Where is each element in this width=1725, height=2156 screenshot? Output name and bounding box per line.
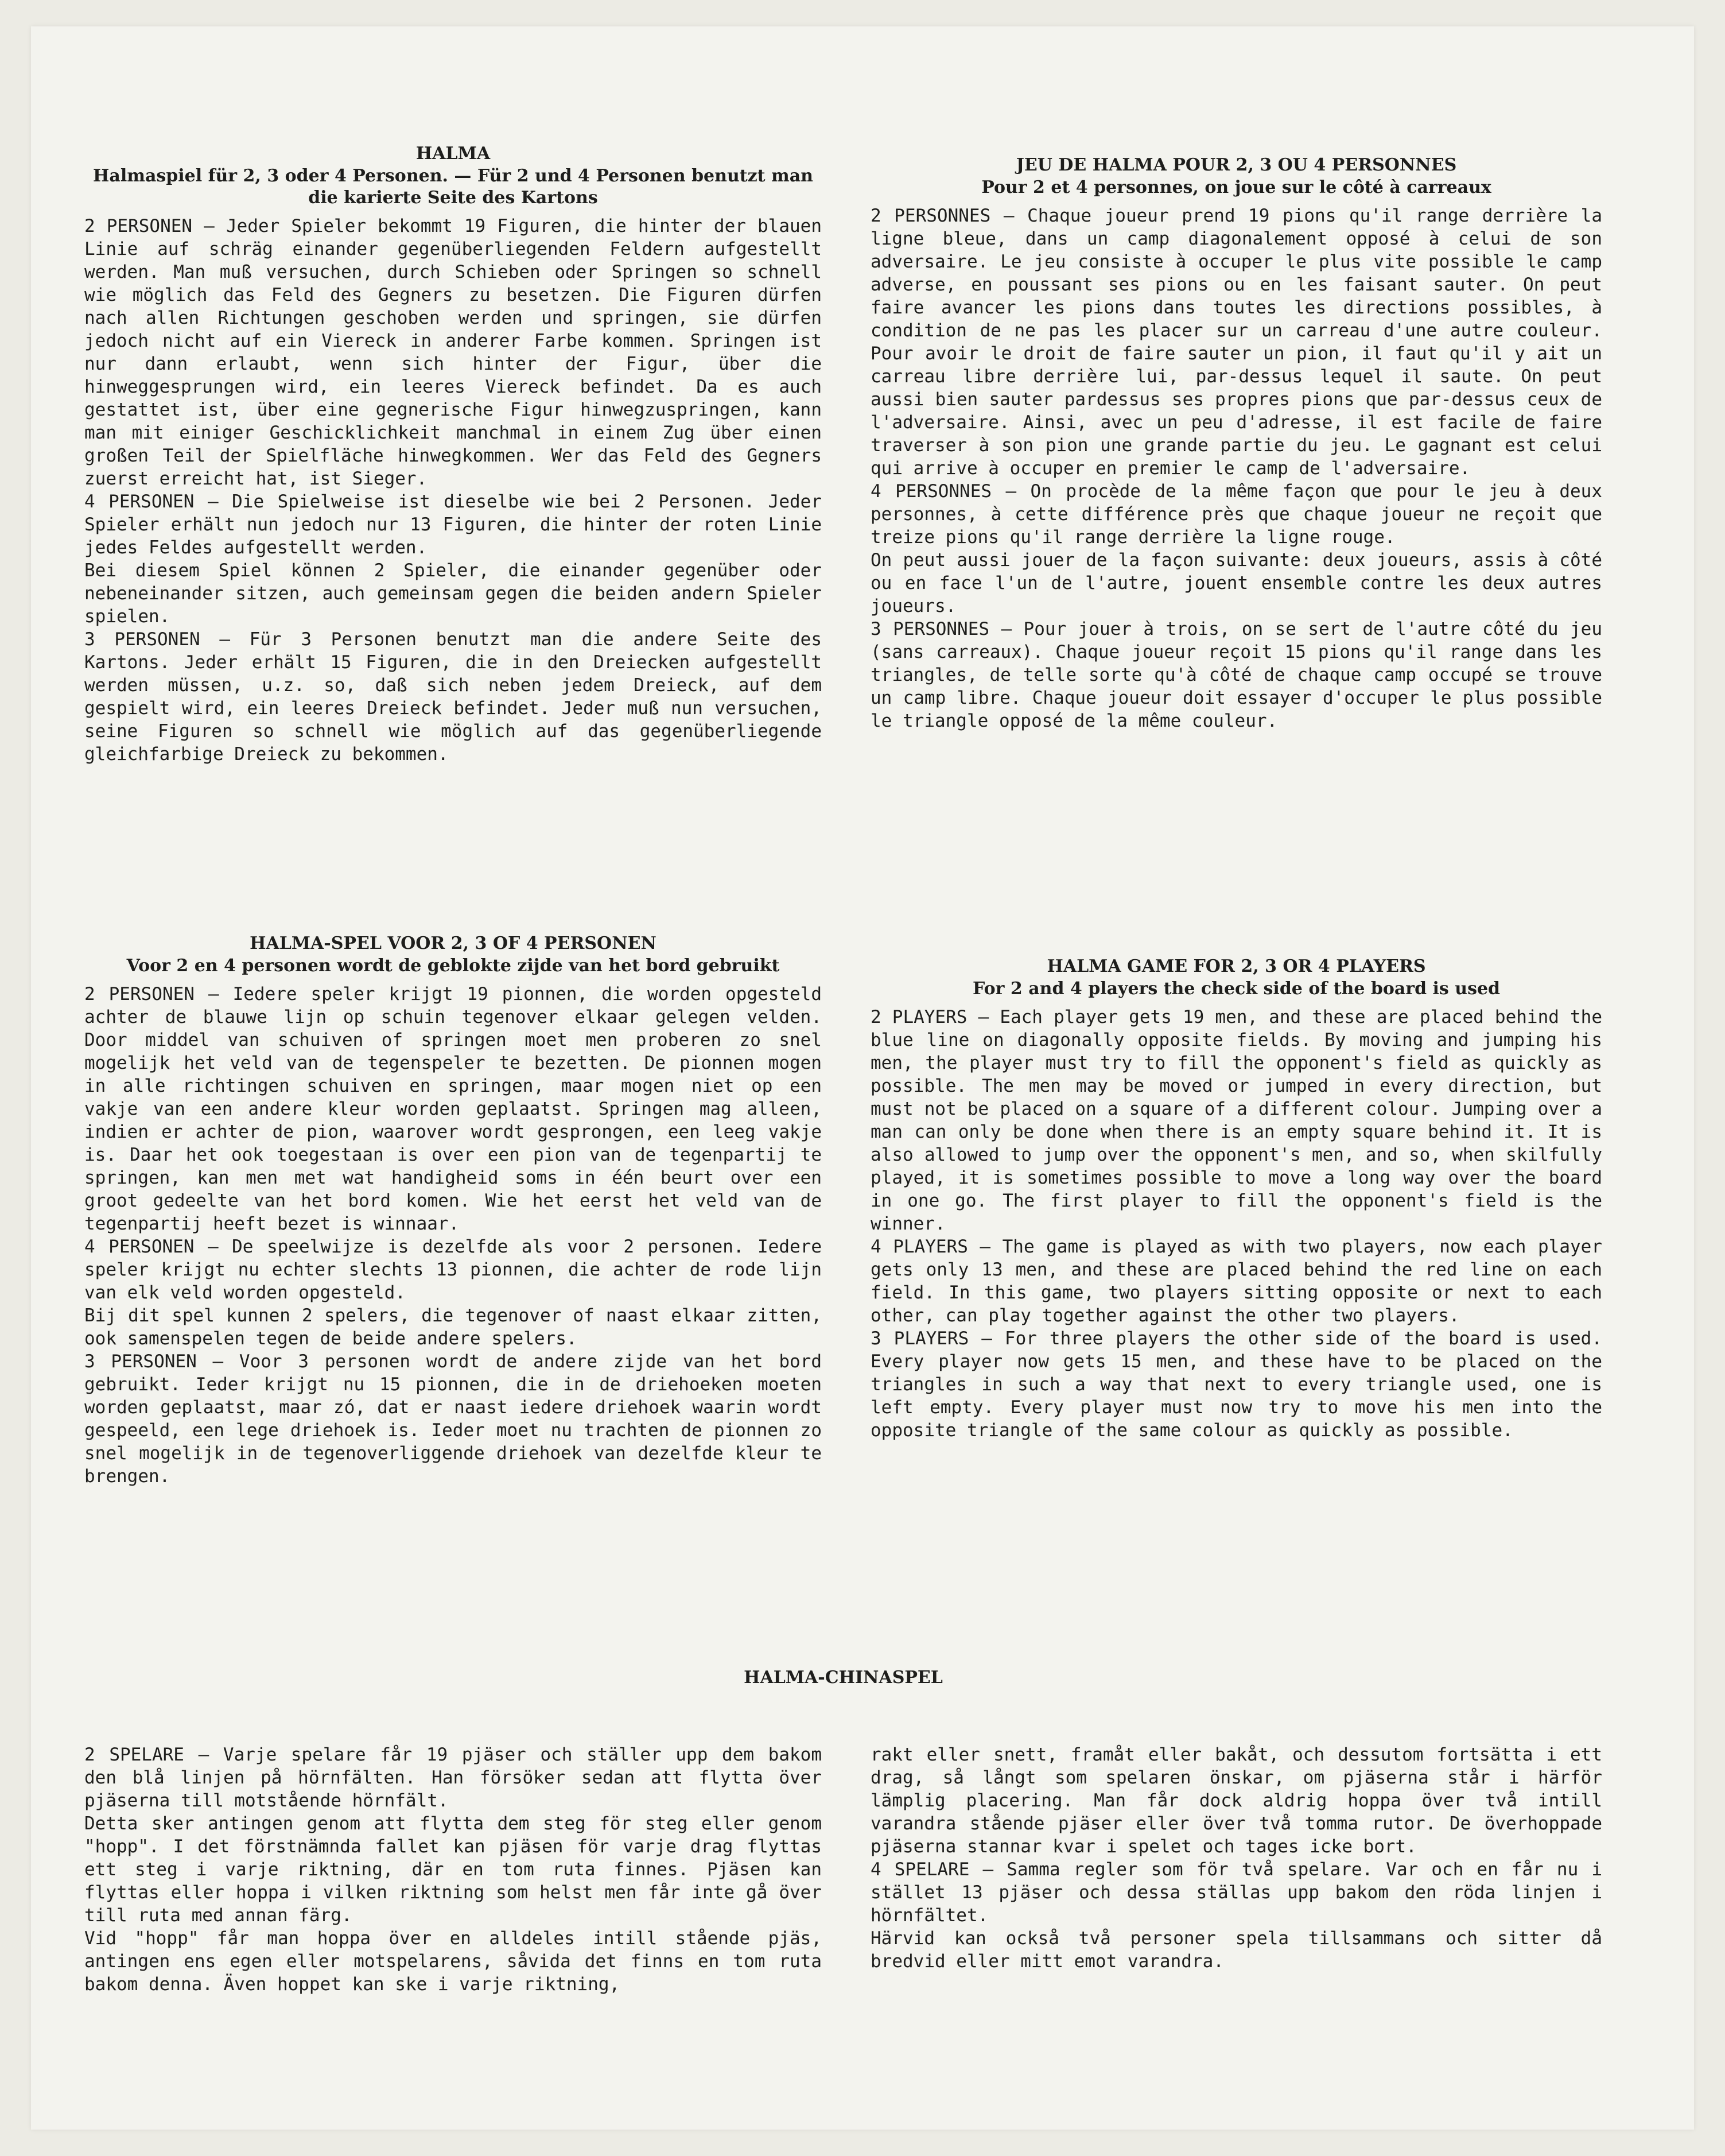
german-subtitle: Halmaspiel für 2, 3 oder 4 Personen. — Für 2 und 4 Personen benutzt man die karierte Seite des Kartons <box>93 166 813 208</box>
swedish-title-block <box>84 1666 1602 1689</box>
swedish-paragraph-2-players: 2 SPELARE — Varje spelare får 19 pjäser och ställer upp dem bakom den blå linjen på hörnfälten. Han försöker sedan att flytta över pjäserna till motstående hörnfält. <box>84 1744 822 1811</box>
swedish-paragraph-jumps-continued: rakt eller snett, framåt eller bakåt, och dessutom fortsätta i ett drag, så långt som spelaren önskar, om pjäserna står i härför lämplig placering. Man får dock aldrig hoppa över två intill varandra stående pjäser eller över två tomma rutor. De överhoppade pjäserna stannar kvar i spelet och tages icke bort. <box>871 1744 1602 1857</box>
swedish-title: HALMA-CHINASPEL <box>744 1668 943 1688</box>
english-paragraph-3-players: 3 PLAYERS — For three players the other side of the board is used. Every player now gets 15 men, and these have to be placed on the triangles in such a way that next to every triangle used, one is left empty. Every player must now try to move his men into the opposite triangle of the same colour as quickly as possible. <box>871 1328 1602 1441</box>
french-paragraph-4-persons: 4 PERSONNES — On procède de la même façon que pour le jeu à deux personnes, à cette différence près que chaque joueur ne reçoit que treize pions qu'il range derrière la ligne rouge. <box>871 481 1602 548</box>
swedish-paragraph-moves: Detta sker antingen genom att flytta dem steg för steg eller genom "hopp". I det förstnämnda fallet kan pjäsen för varje drag flyttas ett steg i varje riktning, där en tom ruta finnes. Pjäsen kan flyttas eller hoppa i vilken riktning som helst men får inte gå över till ruta med annan färg. <box>84 1813 822 1926</box>
dutch-paragraph-4-persons: 4 PERSONEN — De speelwijze is dezelfde als voor 2 personen. Iedere speler krijgt nu echter slechts 13 pionnen, die achter de rode lijn van elk veld worden opgesteld. <box>84 1236 822 1303</box>
german-paragraph-teams: Bei diesem Spiel können 2 Spieler, die einander gegenüber oder nebeneinander sitzen, auch gemeinsam gegen die beiden andern Spieler spielen. <box>84 560 822 627</box>
swedish-paragraph-jumps: Vid "hopp" får man hoppa över en alldeles intill stående pjäs, antingen ens egen eller motspelarens, såvida det finns en tom ruta bakom denna. Även hoppet kan ske i varje riktning, <box>84 1928 822 1995</box>
english-title: HALMA GAME FOR 2, 3 OR 4 PLAYERS <box>1047 956 1426 976</box>
swedish-paragraph-4-players: 4 SPELARE — Samma regler som för två spelare. Var och en får nu i stället 13 pjäser och dessa ställas upp bakom den röda linjen i hörnfältet. <box>871 1859 1602 1926</box>
dutch-rules-section <box>84 932 822 1488</box>
german-title: HALMA <box>415 144 491 164</box>
german-rules-section <box>84 142 822 766</box>
dutch-paragraph-3-persons: 3 PERSONEN — Voor 3 personen wordt de andere zijde van het bord gebruikt. Ieder krijgt nu 15 pionnen, die in de driehoeken moeten worden geplaatst, maar zó, dat er naast iedere driehoek waarin wordt gespeeld, een lege driehoek is. Ieder moet nu trachten de pionnen zo snel mogelijk in de tegenoverliggende driehoek van dezelfde kleur te brengen. <box>84 1351 822 1487</box>
english-paragraph-4-players: 4 PLAYERS — The game is played as with two players, now each player gets only 13 men, and these are placed behind the red line on each field. In this game, two players sitting opposite or next to each other, can play together against the other two players. <box>871 1236 1602 1326</box>
dutch-title: HALMA-SPEL VOOR 2, 3 OF 4 PERSONEN <box>250 933 656 953</box>
german-paragraph-3-persons: 3 PERSONEN — Für 3 Personen benutzt man die andere Seite des Kartons. Jeder erhält 15 Figuren, die in den Dreiecken aufgestellt werden müssen, u.z. so, daß sich neben jedem Dreieck, auf dem gespielt wird, ein leeres Dreieck befindet. Jeder muß nun versuchen, seine Figuren so schnell wie möglich auf das gegenüberliegende gleichfarbige Dreieck zu bekommen. <box>84 629 822 765</box>
german-paragraph-2-persons: 2 PERSONEN — Jeder Spieler bekommt 19 Figuren, die hinter der blauen Linie auf schräg einander gegenüberliegenden Feldern aufgestellt werden. Man muß versuchen, durch Schieben oder Springen so schnell wie möglich das Feld des Gegners zu besetzen. Die Figuren dürfen nach allen Richtungen geschoben werden und springen, sie dürfen jedoch nicht auf ein Viereck in anderer Farbe kommen. Springen ist nur dann erlaubt, wenn sich hinter der Figur, über die hinweggesprungen wird, ein leeres Viereck befindet. Da es auch gestattet ist, über eine gegnerische Figur hinwegzuspringen, kann man mit einiger Geschicklichkeit manchmal in einem Zug über einen großen Teil der Spielfläche hinwegkommen. Wer das Feld des Gegners zuerst erreicht hat, ist Sieger. <box>84 216 822 489</box>
swedish-rules-right-column <box>871 1743 1602 1973</box>
french-rules-section <box>871 154 1602 732</box>
english-rules-section <box>871 955 1602 1442</box>
english-paragraph-2-players: 2 PLAYERS — Each player gets 19 men, and these are placed behind the blue line on diagonally opposite fields. By moving and jumping his men, the player must try to fill the opponent's field as quickly as possible. The men may be moved or jumped in every direction, but must not be placed on a square of a different colour. Jumping over a man can only be done when there is an empty square behind it. It is also allowed to jump over the opponent's men, and so, when skilfully played, it is sometimes possible to move a long way over the board in one go. The first player to fill the opponent's field is the winner. <box>871 1007 1602 1234</box>
dutch-paragraph-teams: Bij dit spel kunnen 2 spelers, die tegenover of naast elkaar zitten, ook samenspelen tegen de beide andere spelers. <box>84 1305 822 1349</box>
dutch-paragraph-2-persons: 2 PERSONEN — Iedere speler krijgt 19 pionnen, die worden opgesteld achter de blauwe lijn op schuin tegenover elkaar gelegen velden. Door middel van schuiven of springen moet men proberen zo snel mogelijk het veld van de tegenspeler te bezetten. De pionnen mogen in alle richtingen schuiven en springen, maar mogen niet op een vakje van een andere kleur worden geplaatst. Springen mag alleen, indien er achter de pion, waarover wordt gesprongen, een leeg vakje is. Daar het ook toegestaan is over een pion van de tegenpartij te springen, kan men met wat handigheid soms in één beurt over een groot gedeelte van het bord komen. Wie het eerst het veld van de tegenpartij heeft bezet is winnaar. <box>84 984 822 1234</box>
dutch-subtitle: Voor 2 en 4 personen wordt de geblokte zijde van het bord gebruikt <box>126 956 780 976</box>
french-paragraph-2-persons: 2 PERSONNES — Chaque joueur prend 19 pions qu'il range derrière la ligne bleue, dans un camp diagonalement opposé à celui de son adversaire. Le jeu consiste à occuper le plus vite possible le camp adverse, en poussant ses pions ou en les faisant sauter. On peut faire avancer les pions dans toutes les directions possibles, à condition de ne pas les placer sur un carreau d'une autre couleur. Pour avoir le droit de faire sauter un pion, il faut qu'il y ait un carreau libre derrière lui, par-dessus lequel il saute. On peut aussi bien sauter pardessus ses propres pions que par-dessus ceux de l'adversaire. Ainsi, avec un peu d'adresse, il est facile de faire traverser à son pion une grande partie du jeu. Le gagnant est celui qui arrive à occuper en premier le camp de l'adversaire. <box>871 205 1602 479</box>
french-paragraph-3-persons: 3 PERSONNES — Pour jouer à trois, on se sert de l'autre côté du jeu (sans carreaux). Chaque joueur reçoit 15 pions qu'il range dans les triangles, de telle sorte qu'à côté de chaque camp occupé se trouve un camp libre. Chaque joueur doit essayer d'occuper le plus possible le triangle opposé de la même couleur. <box>871 619 1602 731</box>
french-subtitle: Pour 2 et 4 personnes, on joue sur le côté à carreaux <box>981 177 1491 197</box>
german-paragraph-4-persons: 4 PERSONEN — Die Spielweise ist dieselbe wie bei 2 Personen. Jeder Spieler erhält nun jedoch nur 13 Figuren, die hinter der roten Linie jedes Feldes aufgestellt werden. <box>84 491 822 558</box>
english-subtitle: For 2 and 4 players the check side of the board is used <box>972 979 1501 999</box>
french-title: JEU DE HALMA POUR 2, 3 OU 4 PERSONNES <box>1016 155 1457 175</box>
swedish-paragraph-teams: Härvid kan också två personer spela tillsammans och sitter då bredvid eller mitt emot varandra. <box>871 1928 1602 1972</box>
french-paragraph-teams: On peut aussi jouer de la façon suivante: deux joueurs, assis à côté ou en face l'un de l'autre, jouent ensemble contre les deux autres joueurs. <box>871 550 1602 616</box>
swedish-rules-left-column <box>84 1743 822 1996</box>
